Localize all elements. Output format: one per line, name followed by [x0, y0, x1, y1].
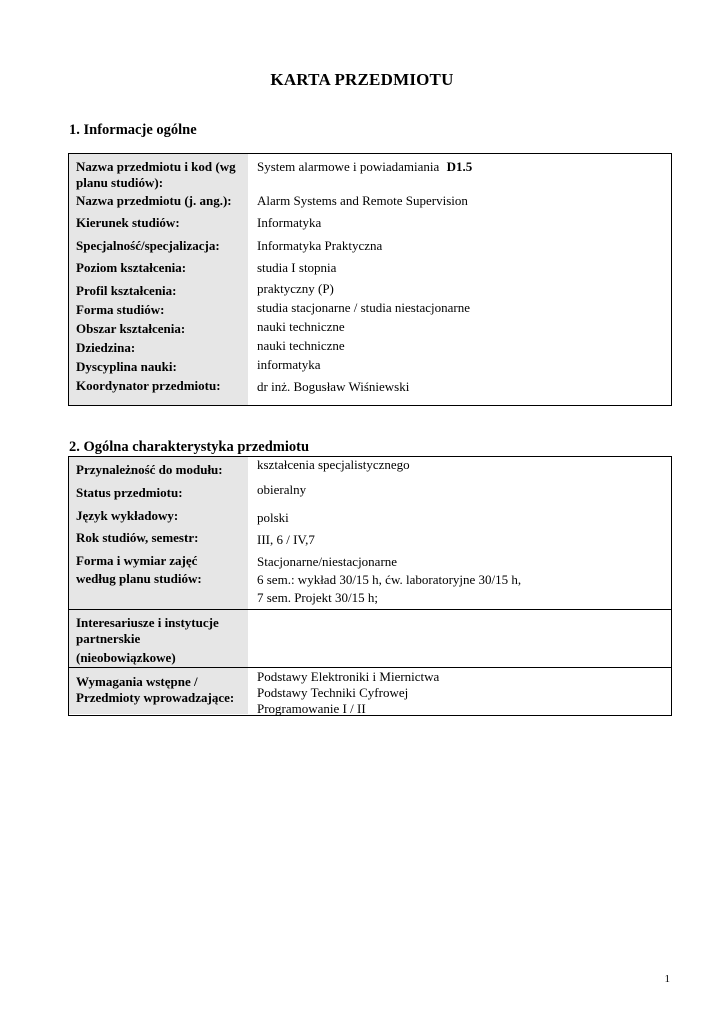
label-specialization: Specjalność/specjalizacja:: [76, 238, 220, 253]
value-prereq-line3: Programowanie I / II: [257, 701, 366, 716]
value-form-line2: 6 sem.: wykład 30/15 h, ćw. laboratoryjne 30/15 h,: [257, 572, 522, 587]
value-prereq-line1: Podstawy Elektroniki i Miernictwa: [257, 669, 440, 684]
label-module: Przynależność do modułu:: [76, 462, 223, 477]
general-info-table: [68, 153, 672, 406]
value-discipline: informatyka: [257, 357, 321, 372]
value-prereq-line2: Podstawy Techniki Cyfrowej: [257, 685, 409, 700]
value-domain: nauki techniczne: [257, 338, 345, 353]
value-area: nauki techniczne: [257, 319, 345, 334]
value-course-name: [257, 159, 671, 193]
value-module: kształcenia specjalistycznego: [257, 457, 410, 472]
value-field-of-study: Informatyka: [257, 215, 322, 230]
characteristics-table: [68, 456, 672, 716]
general-info-labels: [69, 154, 248, 405]
label-field-of-study: Kierunek studiów:: [76, 215, 180, 230]
section-1-heading: 1. Informacje ogólne: [69, 122, 197, 138]
label-year-semester: Rok studiów, semestr:: [76, 530, 199, 545]
stakeholders-block: [69, 610, 671, 668]
label-level: Poziom kształcenia:: [76, 260, 187, 275]
section-2-heading: 2. Ogólna charakterystyka przedmiotu: [69, 439, 310, 455]
general-info-values: [248, 154, 671, 405]
label-discipline: Dyscyplina nauki:: [76, 359, 177, 374]
label-course-name-en: Nazwa przedmiotu (j. ang.):: [76, 193, 232, 208]
stakeholders-label: [69, 610, 248, 667]
value-status: obieralny: [257, 482, 307, 497]
label-area: Obszar kształcenia:: [76, 321, 186, 336]
prerequisites-label: [69, 668, 248, 714]
value-study-form: studia stacjonarne / studia niestacjonarne: [257, 300, 470, 315]
label-coordinator: Koordynator przedmiotu:: [76, 378, 221, 393]
label-stakeholders-line2: partnerskie: [76, 631, 141, 646]
label-study-form: Forma studiów:: [76, 302, 165, 317]
value-form-line3: 7 sem. Projekt 30/15 h;: [257, 590, 378, 605]
label-stakeholders-line3: (nieobowiązkowe): [76, 650, 176, 665]
value-language: polski: [257, 510, 289, 525]
prerequisites-block: [69, 668, 671, 714]
label-form-line1: Forma i wymiar zajęć: [76, 553, 198, 568]
label-prereq-line1: Wymagania wstępne /: [76, 674, 198, 689]
value-stakeholders: [248, 610, 671, 667]
document-title: KARTA PRZEDMIOTU: [270, 70, 454, 89]
label-status: Status przedmiotu:: [76, 485, 183, 500]
value-profile: praktyczny (P): [257, 281, 334, 296]
page-number: 1: [664, 973, 670, 985]
label-prereq-line2: Przedmioty wprowadzające:: [76, 690, 235, 705]
label-domain: Dziedzina:: [76, 340, 136, 355]
label-stakeholders-line1: Interesariusze i instytucje: [76, 615, 219, 630]
label-language: Język wykładowy:: [76, 508, 179, 523]
course-code: D1.5: [446, 159, 473, 174]
label-form-line2: według planu studiów:: [76, 571, 202, 586]
characteristics-main-block: [69, 457, 671, 610]
characteristics-values: [248, 457, 671, 609]
value-coordinator: dr inż. Bogusław Wiśniewski: [257, 379, 410, 394]
prerequisites-values: [248, 668, 671, 714]
label-profile: Profil kształcenia:: [76, 283, 177, 298]
value-year-semester: III, 6 / IV,7: [257, 532, 315, 547]
value-specialization: Informatyka Praktyczna: [257, 238, 383, 253]
characteristics-labels: [69, 457, 248, 609]
label-course-name: Nazwa przedmiotu i kod (wg planu studiów):: [76, 159, 236, 190]
course-name-text: System alarmowe i powiadamiania: [257, 159, 440, 174]
value-course-name-en: Alarm Systems and Remote Supervision: [257, 193, 468, 208]
value-form-line1: Stacjonarne/niestacjonarne: [257, 554, 398, 569]
value-level: studia I stopnia: [257, 260, 337, 275]
